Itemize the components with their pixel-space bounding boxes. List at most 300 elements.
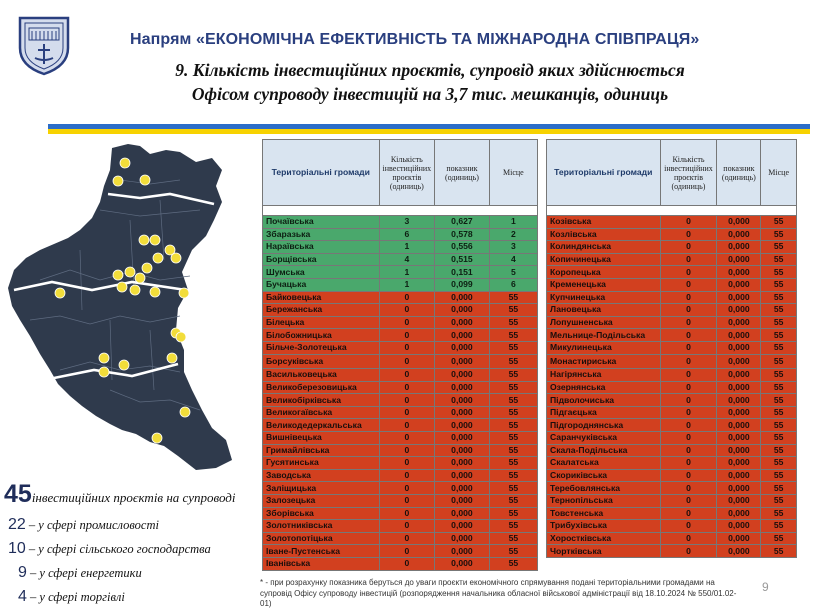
- table-row: [547, 457, 797, 470]
- community-cell: Копичинецька: [547, 253, 661, 266]
- indicator-cell: 0,515: [435, 253, 490, 266]
- indicator-cell: 0,000: [435, 432, 490, 445]
- col-header-indicator: показник (одиниць): [717, 140, 761, 206]
- community-cell: Великогаївська: [263, 406, 380, 419]
- indicator-cell: 0,000: [435, 520, 490, 533]
- community-cell: Скала-Подільська: [547, 444, 661, 457]
- community-cell: Трибухівська: [547, 520, 661, 533]
- rank-cell: 55: [761, 278, 797, 291]
- community-cell: Колиндянська: [547, 241, 661, 254]
- rank-cell: 55: [489, 316, 537, 329]
- projects-cell: 0: [660, 304, 717, 317]
- col-header-rank: Місце: [489, 140, 537, 206]
- flag-divider: [48, 124, 810, 134]
- table-row: [547, 316, 797, 329]
- table-row: [263, 494, 538, 507]
- indicator-cell: 0,000: [717, 316, 761, 329]
- title-line-1: 9. Кількість інвестиційних проєктів, супровід яких здійснюється: [175, 60, 685, 80]
- flag-yellow-stripe: [48, 129, 810, 134]
- indicator-cell: 0,000: [717, 394, 761, 407]
- table-row: [263, 507, 538, 520]
- projects-cell: 0: [379, 381, 435, 394]
- stat-energy: 9 – у сфері енергетики: [18, 564, 142, 581]
- rank-cell: 55: [761, 406, 797, 419]
- rank-cell: 55: [489, 341, 537, 354]
- projects-cell: 0: [379, 419, 435, 432]
- indicator-cell: 0,000: [717, 341, 761, 354]
- community-cell: Борщівська: [263, 253, 380, 266]
- table-row: [547, 444, 797, 457]
- community-cell: Байковецька: [263, 291, 380, 304]
- rank-cell: 1: [489, 216, 537, 229]
- rank-cell: 55: [489, 520, 537, 533]
- table-row: [547, 381, 797, 394]
- projects-cell: 0: [660, 545, 717, 558]
- indicator-cell: 0,151: [435, 266, 490, 279]
- rank-cell: 55: [761, 494, 797, 507]
- page-number: 9: [762, 580, 769, 594]
- rank-cell: 55: [761, 469, 797, 482]
- table-row: [547, 216, 797, 229]
- table-header-row: [263, 140, 538, 206]
- projects-cell: 0: [379, 494, 435, 507]
- table-row: [263, 545, 538, 558]
- indicator-cell: 0,000: [717, 494, 761, 507]
- community-cell: Козівська: [547, 216, 661, 229]
- rank-cell: 55: [489, 507, 537, 520]
- community-cell: Шумська: [263, 266, 380, 279]
- rank-cell: 55: [761, 482, 797, 495]
- community-cell: Заліщицька: [263, 482, 380, 495]
- community-cell: Микулинецька: [547, 341, 661, 354]
- indicator-cell: 0,627: [435, 216, 490, 229]
- projects-cell: 0: [660, 394, 717, 407]
- community-cell: Чортківська: [547, 545, 661, 558]
- community-cell: Бучацька: [263, 278, 380, 291]
- projects-cell: 0: [660, 241, 717, 254]
- table-row: [263, 253, 538, 266]
- project-stats: [4, 480, 254, 606]
- direction-heading: Напрям «ЕКОНОМІЧНА ЕФЕКТИВНІСТЬ ТА МІЖНАРОДНА СПІВПРАЦЯ»: [130, 31, 700, 48]
- table-row: [547, 419, 797, 432]
- indicator-cell: 0,000: [717, 253, 761, 266]
- ternopil-region-coat-of-arms-icon: [14, 14, 74, 76]
- table-row: [263, 520, 538, 533]
- table-row: [547, 369, 797, 382]
- table-row: [263, 482, 538, 495]
- community-cell: Золотопотіцька: [263, 532, 380, 545]
- indicator-cell: 0,000: [435, 329, 490, 342]
- stat-total-text: інвестиційних проєктів на супроводі: [31, 490, 236, 505]
- projects-cell: 0: [379, 291, 435, 304]
- community-cell: Великобірківська: [263, 394, 380, 407]
- indicator-cell: 0,000: [717, 482, 761, 495]
- projects-cell: 0: [660, 444, 717, 457]
- indicator-cell: 0,000: [717, 469, 761, 482]
- rank-cell: 2: [489, 228, 537, 241]
- projects-cell: 0: [379, 469, 435, 482]
- rank-cell: 55: [761, 520, 797, 533]
- projects-cell: 0: [379, 304, 435, 317]
- stat-trade: 4 – у сфері торгівлі: [18, 588, 125, 605]
- community-cell: Теребовлянська: [547, 482, 661, 495]
- projects-cell: 0: [660, 216, 717, 229]
- col-header-projects: Кількість інвестиційних проєктів (одиниць): [379, 140, 435, 206]
- col-header-community: Територіальні громади: [547, 140, 661, 206]
- rank-cell: 55: [489, 432, 537, 445]
- community-cell: Мельнице-Подільська: [547, 329, 661, 342]
- indicator-cell: 0,000: [717, 520, 761, 533]
- community-cell: Великодедеркальська: [263, 419, 380, 432]
- indicator-cell: 0,000: [435, 406, 490, 419]
- rank-cell: 4: [489, 253, 537, 266]
- community-cell: Бережанська: [263, 304, 380, 317]
- rank-cell: 55: [761, 228, 797, 241]
- rank-cell: 55: [489, 381, 537, 394]
- stat-total: [4, 480, 254, 509]
- projects-cell: 0: [660, 369, 717, 382]
- rank-cell: 55: [489, 482, 537, 495]
- community-cell: Козлівська: [547, 228, 661, 241]
- rank-cell: 55: [761, 291, 797, 304]
- table-row: [263, 316, 538, 329]
- projects-cell: 0: [660, 354, 717, 369]
- indicator-cell: 0,000: [435, 381, 490, 394]
- indicator-cell: 0,000: [717, 216, 761, 229]
- projects-cell: 0: [660, 419, 717, 432]
- col-header-rank: Місце: [761, 140, 797, 206]
- indicator-cell: 0,000: [717, 381, 761, 394]
- projects-cell: 3: [379, 216, 435, 229]
- table-row: [263, 341, 538, 354]
- table-row: [547, 532, 797, 545]
- rank-cell: 55: [489, 369, 537, 382]
- indicator-cell: 0,000: [717, 354, 761, 369]
- indicator-cell: 0,000: [435, 444, 490, 457]
- indicator-cell: 0,000: [435, 457, 490, 470]
- indicator-cell: 0,000: [435, 532, 490, 545]
- community-cell: Борсуківська: [263, 354, 380, 369]
- community-cell: Білецька: [263, 316, 380, 329]
- projects-cell: 0: [660, 381, 717, 394]
- ranking-table-left: [262, 139, 538, 571]
- rank-cell: 55: [489, 406, 537, 419]
- community-cell: Заводська: [263, 469, 380, 482]
- table-row: [547, 354, 797, 369]
- indicator-cell: 0,000: [717, 291, 761, 304]
- projects-cell: 1: [379, 266, 435, 279]
- projects-cell: 0: [379, 482, 435, 495]
- table-row: [263, 304, 538, 317]
- table-row: [263, 369, 538, 382]
- community-cell: Нагірянська: [547, 369, 661, 382]
- table-row: [263, 532, 538, 545]
- community-cell: Монастириська: [547, 354, 661, 369]
- projects-cell: 0: [379, 341, 435, 354]
- rank-cell: 55: [761, 216, 797, 229]
- indicator-cell: 0,000: [717, 532, 761, 545]
- table-row: [547, 469, 797, 482]
- community-cell: Підволочиська: [547, 394, 661, 407]
- indicator-cell: 0,000: [435, 341, 490, 354]
- table-row: [263, 557, 538, 570]
- rank-cell: 55: [761, 241, 797, 254]
- table-row: [263, 266, 538, 279]
- table-row: [547, 291, 797, 304]
- community-cell: Гусятинська: [263, 457, 380, 470]
- community-cell: Тернопільська: [547, 494, 661, 507]
- table-row: [263, 241, 538, 254]
- header-spacer: [263, 206, 538, 216]
- projects-cell: 0: [379, 457, 435, 470]
- community-cell: Лановецька: [547, 304, 661, 317]
- table-row: [263, 457, 538, 470]
- header-spacer: [547, 206, 797, 216]
- community-cell: Почаївська: [263, 216, 380, 229]
- table-row: [547, 394, 797, 407]
- rank-cell: 55: [761, 354, 797, 369]
- indicator-cell: 0,000: [435, 494, 490, 507]
- rank-cell: 55: [761, 341, 797, 354]
- rank-cell: 55: [761, 304, 797, 317]
- indicator-cell: 0,556: [435, 241, 490, 254]
- indicator-cell: 0,099: [435, 278, 490, 291]
- rank-cell: 55: [489, 419, 537, 432]
- rank-cell: 55: [489, 394, 537, 407]
- indicator-cell: 0,000: [435, 316, 490, 329]
- rank-cell: 55: [761, 381, 797, 394]
- community-cell: Скалатська: [547, 457, 661, 470]
- projects-cell: 4: [379, 253, 435, 266]
- ranking-table-right: [546, 139, 797, 558]
- table-row: [263, 278, 538, 291]
- rank-cell: 55: [761, 545, 797, 558]
- indicator-cell: 0,000: [717, 507, 761, 520]
- community-cell: Товстенська: [547, 507, 661, 520]
- indicator-cell: 0,000: [435, 394, 490, 407]
- stat-industry: 22 – у сфері промисловості: [8, 516, 159, 533]
- projects-cell: 0: [660, 494, 717, 507]
- community-cell: Збаразька: [263, 228, 380, 241]
- rank-cell: 55: [761, 394, 797, 407]
- indicator-cell: 0,000: [435, 545, 490, 558]
- projects-cell: 0: [379, 432, 435, 445]
- title-line-2: Офісом супроводу інвестицій на 3,7 тис. мешканців, одиниць: [191, 84, 669, 104]
- rank-cell: 55: [489, 329, 537, 342]
- community-cell: Нараївська: [263, 241, 380, 254]
- table-row: [547, 341, 797, 354]
- projects-cell: 0: [660, 520, 717, 533]
- community-cell: Лопушненська: [547, 316, 661, 329]
- projects-cell: 0: [379, 354, 435, 369]
- community-cell: Залозецька: [263, 494, 380, 507]
- indicator-cell: 0,000: [717, 369, 761, 382]
- indicator-cell: 0,000: [435, 354, 490, 369]
- community-cell: Золотниківська: [263, 520, 380, 533]
- indicator-cell: 0,000: [435, 507, 490, 520]
- col-header-projects: Кількість інвестиційних проєктів (одиниць): [660, 140, 717, 206]
- indicator-cell: 0,000: [717, 241, 761, 254]
- indicator-cell: 0,578: [435, 228, 490, 241]
- indicator-cell: 0,000: [717, 304, 761, 317]
- table-row: [547, 253, 797, 266]
- rank-cell: 55: [489, 354, 537, 369]
- rank-cell: 55: [761, 532, 797, 545]
- projects-cell: 0: [379, 394, 435, 407]
- stat-agriculture: 10 – у сфері сільського господарства: [8, 540, 211, 557]
- rank-cell: 55: [489, 557, 537, 570]
- community-cell: Озернянська: [547, 381, 661, 394]
- indicator-cell: 0,000: [717, 419, 761, 432]
- indicator-cell: 0,000: [435, 369, 490, 382]
- indicator-cell: 0,000: [435, 291, 490, 304]
- table-row: [263, 469, 538, 482]
- indicator-cell: 0,000: [435, 419, 490, 432]
- indicator-cell: 0,000: [717, 432, 761, 445]
- table-row: [263, 228, 538, 241]
- table-row: [263, 444, 538, 457]
- indicator-cell: 0,000: [717, 329, 761, 342]
- rank-cell: 55: [489, 291, 537, 304]
- table-row: [547, 329, 797, 342]
- table-row: [547, 406, 797, 419]
- table-row: [547, 228, 797, 241]
- projects-cell: 0: [379, 369, 435, 382]
- projects-cell: 0: [660, 228, 717, 241]
- indicator-cell: 0,000: [717, 545, 761, 558]
- table-header-row: [547, 140, 797, 206]
- community-cell: Більче-Золотецька: [263, 341, 380, 354]
- indicator-cell: 0,000: [717, 278, 761, 291]
- community-cell: Іване-Пустенська: [263, 545, 380, 558]
- projects-cell: 0: [660, 316, 717, 329]
- table-row: [263, 216, 538, 229]
- projects-cell: 0: [660, 457, 717, 470]
- rank-cell: 55: [761, 444, 797, 457]
- community-cell: Вишнівецька: [263, 432, 380, 445]
- ternopil-region-map: [0, 140, 250, 480]
- projects-cell: 0: [660, 329, 717, 342]
- rank-cell: 55: [489, 532, 537, 545]
- community-cell: Кременецька: [547, 278, 661, 291]
- projects-cell: 0: [379, 557, 435, 570]
- slide-title: [80, 58, 780, 106]
- projects-cell: 0: [660, 266, 717, 279]
- rank-cell: 55: [761, 507, 797, 520]
- rank-cell: 55: [489, 494, 537, 507]
- rank-cell: 6: [489, 278, 537, 291]
- projects-cell: 0: [379, 406, 435, 419]
- rank-cell: 55: [761, 419, 797, 432]
- community-cell: Підгаєцька: [547, 406, 661, 419]
- community-cell: Зборівська: [263, 507, 380, 520]
- community-cell: Купчинецька: [547, 291, 661, 304]
- community-cell: Гримайлівська: [263, 444, 380, 457]
- projects-cell: 0: [660, 278, 717, 291]
- rank-cell: 55: [761, 457, 797, 470]
- rank-cell: 55: [761, 266, 797, 279]
- table-row: [263, 406, 538, 419]
- projects-cell: 0: [379, 329, 435, 342]
- table-row: [547, 545, 797, 558]
- community-cell: Великоберезовицька: [263, 381, 380, 394]
- table-row: [547, 482, 797, 495]
- rank-cell: 55: [761, 329, 797, 342]
- table-row: [263, 394, 538, 407]
- projects-cell: 0: [379, 507, 435, 520]
- col-header-indicator: показник (одиниць): [435, 140, 490, 206]
- rank-cell: 55: [489, 457, 537, 470]
- projects-cell: 0: [660, 341, 717, 354]
- table-row: [547, 266, 797, 279]
- rank-cell: 55: [489, 444, 537, 457]
- footnote: * - при розрахунку показника беруться до уваги проєкти економічного спрямування подані територіальними громадами на супровід Офісу супроводу інвестицій (розпорядження начальника обласної військової адміністрації від 18.10.2024 № 550/01.02-01): [260, 578, 737, 608]
- projects-cell: 0: [660, 432, 717, 445]
- stat-total-number: 45: [4, 480, 32, 508]
- table-row: [263, 432, 538, 445]
- indicator-cell: 0,000: [435, 557, 490, 570]
- community-cell: Саранчуківська: [547, 432, 661, 445]
- table-row: [263, 381, 538, 394]
- projects-cell: 0: [660, 469, 717, 482]
- community-cell: Скориківська: [547, 469, 661, 482]
- col-header-community: Територіальні громади: [263, 140, 380, 206]
- indicator-cell: 0,000: [435, 482, 490, 495]
- rank-cell: 55: [489, 469, 537, 482]
- projects-cell: 0: [660, 482, 717, 495]
- table-row: [547, 241, 797, 254]
- projects-cell: 0: [379, 316, 435, 329]
- rank-cell: 55: [761, 316, 797, 329]
- table-row: [263, 329, 538, 342]
- projects-cell: 6: [379, 228, 435, 241]
- rank-cell: 55: [761, 432, 797, 445]
- indicator-cell: 0,000: [435, 469, 490, 482]
- projects-cell: 0: [660, 291, 717, 304]
- indicator-cell: 0,000: [717, 457, 761, 470]
- table-row: [263, 291, 538, 304]
- table-row: [547, 520, 797, 533]
- projects-cell: 0: [660, 253, 717, 266]
- table-row: [547, 494, 797, 507]
- rank-cell: 5: [489, 266, 537, 279]
- rank-cell: 55: [489, 545, 537, 558]
- projects-cell: 0: [379, 545, 435, 558]
- indicator-cell: 0,000: [435, 304, 490, 317]
- table-row: [547, 304, 797, 317]
- projects-cell: 1: [379, 278, 435, 291]
- community-cell: Васильковецька: [263, 369, 380, 382]
- projects-cell: 0: [660, 507, 717, 520]
- indicator-cell: 0,000: [717, 444, 761, 457]
- table-row: [547, 278, 797, 291]
- community-cell: Іванівська: [263, 557, 380, 570]
- projects-cell: 0: [379, 532, 435, 545]
- rank-cell: 55: [761, 253, 797, 266]
- indicator-cell: 0,000: [717, 406, 761, 419]
- rank-cell: 3: [489, 241, 537, 254]
- rank-cell: 55: [761, 369, 797, 382]
- table-row: [547, 507, 797, 520]
- rank-cell: 55: [489, 304, 537, 317]
- table-row: [263, 354, 538, 369]
- indicator-cell: 0,000: [717, 228, 761, 241]
- community-cell: Хоростківська: [547, 532, 661, 545]
- indicator-cell: 0,000: [717, 266, 761, 279]
- projects-cell: 0: [660, 406, 717, 419]
- projects-cell: 0: [379, 444, 435, 457]
- table-row: [547, 432, 797, 445]
